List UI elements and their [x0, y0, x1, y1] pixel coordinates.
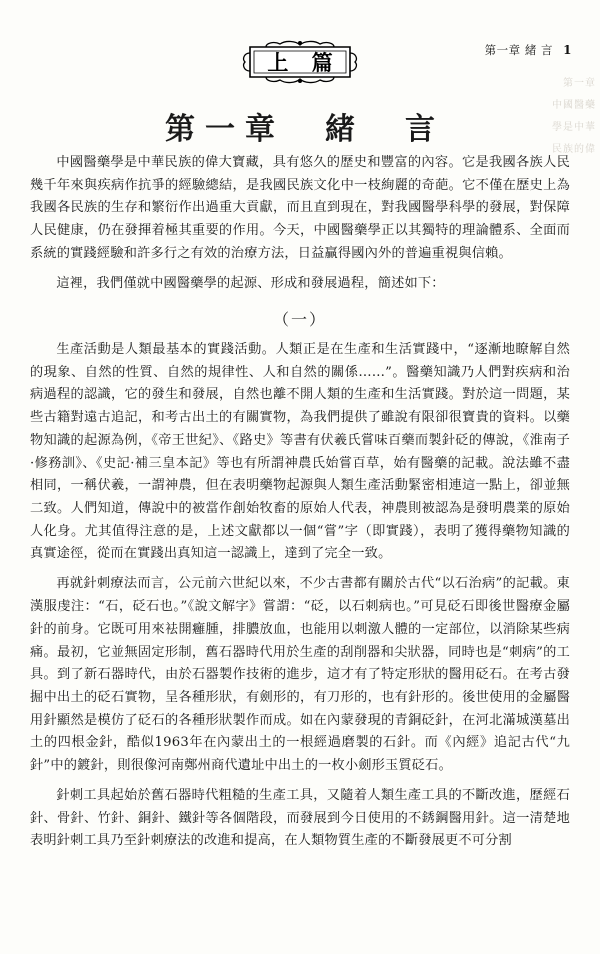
page-number: 1	[563, 43, 572, 57]
body-text	[30, 152, 570, 853]
document-page	[0, 34, 600, 954]
section-marker-label: （一）	[272, 309, 327, 329]
bleed-through-text-4: 民族的偉	[552, 144, 596, 155]
bleed-through-text-1: 第一章	[563, 78, 596, 89]
running-head	[485, 42, 572, 58]
part-banner-label: 上 篇	[267, 50, 341, 75]
paragraph-5: 針刺工具起始於舊石器時代粗糙的生產工具，又隨着人類生產工具的不斷改進，歷經石針、骨針、竹針、銅針、鐵針等各個階段，而發展到今日使用的不銹鋼醫用針。這一清楚地表明針刺工具乃至針刺療法的改進和提高，在人類物質生產的不斷發展更不可分割	[30, 788, 570, 849]
page-title: 第一章 緒 言	[165, 112, 445, 147]
paragraph-4: 再就針刺療法而言，公元前六世紀以來，不少古書都有關於古代“以石治病”的記載。東漢服虔注：“石，砭石也。”《說文解字》嘗謂：“砭，以石刺病也。”可見砭石即後世醫療金屬針的前身。它既可用來袪開癰腫，排膿放血，也能用以刺激人體的一定部位，以消除某些病痛。最初，它並無固定形制，舊石器時代用於生產的刮削器和尖狀器，同時也是“刺病”的工具。到了新石器時代，由於石器製作技術的進步，這才有了特定形狀的醫用砭石。在考古發掘中出土的砭石實物，呈各種形狀，有劍形的，有刀形的，也有針形的。後世使用的金屬醫用針顯然是模仿了砭石的各種形狀製作而成。如在內蒙發現的青銅砭針，在河北滿城漢墓出土的四根金針，酷似1963年在內蒙出土的一根經過磨製的石針。而《內經》追記古代“九針”中的鍍針，則很像河南鄭州商代遺址中出土的一枚小劍形玉質砭石。	[30, 576, 570, 774]
running-head-chapter: 第一章 緒 言	[484, 43, 553, 57]
part-banner	[240, 39, 360, 85]
bleed-through-text-3: 學是中華	[552, 122, 596, 133]
section-marker	[30, 306, 570, 334]
paragraph-3: 生產活動是人類最基本的實踐活動。人類正是在生產和生活實踐中，“逐漸地瞭解自然的現象、自然的性質、自然的規律性、人和自然的關係……”。醫藥知識乃人們對疾病和治病過程的認識，它的發生和發展，自然也離不開人類的生產和生活實踐。對於這一問題，某些古籍對遠古追記，和考古出土的有關實物，為我們提供了雖說有限卻很寶貴的資料。以藥物知識的起源為例，《帝王世紀》、《路史》等書有伏羲氏嘗味百藥而製針砭的傳說，《淮南子·修務訓》、《史記·補三皇本記》等也有所謂神農氏始嘗百草，始有醫藥的記載。說法雖不盡相同，一稱伏羲，一謂神農，但在表明藥物起源與人類生產活動緊密相連這一點上，卻並無二致。人們知道，傳說中的被當作創始牧畜的原始人代表，神農則被認為是發明農業的原始人化身。尤其值得注意的是，上述文獻都以一個“嘗”字（即實踐），表明了獲得藥物知識的真實途徑，從而在實踐出真知這一認識上，達到了完全一致。	[30, 342, 570, 562]
paragraph-1: 中國醫藥學是中華民族的偉大寶藏，具有悠久的歷史和豐富的內容。它是我國各族人民幾千年來與疾病作抗爭的經驗總結，是我國民族文化中一枝絢麗的奇葩。它不僅在歷史上為我國各民族的生存和繁衍作出過重大貢獻，而且直到現在，對我國醫學科學的發展，對保障人民健康，仍在發揮着極其重要的作用。今天，中國醫藥學正以其獨特的理論體系、全面而系統的實踐經驗和許多行之有效的治療方法，日益贏得國內外的普遍重視與信賴。	[30, 155, 570, 261]
bleed-through-text-2: 中國醫藥	[552, 100, 596, 111]
paragraph-2: 這裡，我們僅就中國醫藥學的起源、形成和發展過程，簡述如下：	[56, 275, 445, 291]
